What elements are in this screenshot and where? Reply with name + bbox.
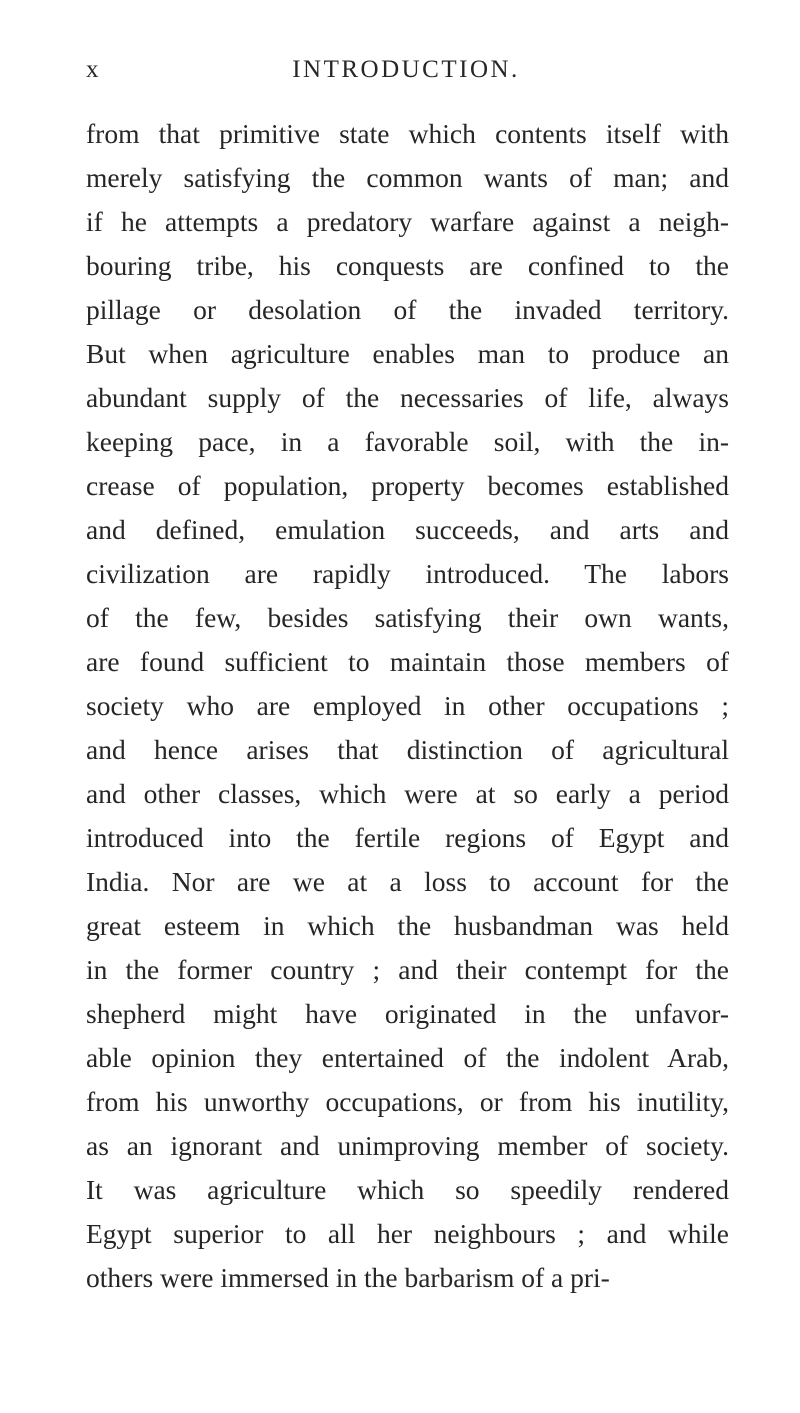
text-line: abundant supply of the necessaries of life, always (86, 382, 729, 413)
text-line: bouring tribe, his conquests are confined to the (86, 250, 729, 281)
text-line: It was agriculture which so speedily rendered (86, 1174, 729, 1205)
text-line: society who are employed in other occupations ; (86, 690, 729, 721)
text-line: and hence arises that distinction of agricultural (86, 734, 729, 765)
text-line: able opinion they entertained of the indolent Arab, (86, 1042, 729, 1073)
text-line: are found sufficient to maintain those members of (86, 646, 729, 677)
text-line: and defined, emulation succeeds, and arts and (86, 514, 729, 545)
text-line: merely satisfying the common wants of man; and (86, 162, 729, 193)
text-line: civilization are rapidly introduced. The labors (86, 558, 729, 589)
running-head (86, 50, 726, 90)
text-line: if he attempts a predatory warfare against a neigh- (86, 206, 729, 237)
text-line: in the former country ; and their contempt for the (86, 954, 729, 985)
text-line: shepherd might have originated in the unfavor- (86, 998, 729, 1029)
page-number: x (86, 56, 101, 83)
text-line: as an ignorant and unimproving member of society. (86, 1130, 729, 1161)
text-line: from that primitive state which contents itself with (86, 118, 729, 149)
text-line: and other classes, which were at so early a period (86, 778, 729, 809)
text-line: pillage or desolation of the invaded territory. (86, 294, 729, 325)
text-line: Egypt superior to all her neighbours ; and while (86, 1218, 729, 1249)
text-line: keeping pace, in a favorable soil, with the in- (86, 426, 729, 457)
text-line: from his unworthy occupations, or from his inutility, (86, 1086, 729, 1117)
text-line: introduced into the fertile regions of Egypt and (86, 822, 729, 853)
text-line: great esteem in which the husbandman was held (86, 910, 729, 941)
text-line: of the few, besides satisfying their own wants, (86, 602, 729, 633)
running-title: INTRODUCTION. (292, 56, 520, 83)
text-line: But when agriculture enables man to produce an (86, 338, 729, 369)
text-line: crease of population, property becomes established (86, 470, 729, 501)
body-text (86, 112, 729, 1300)
text-line: others were immersed in the barbarism of a pri- (86, 1262, 610, 1293)
text-line: India. Nor are we at a loss to account for the (86, 866, 729, 897)
